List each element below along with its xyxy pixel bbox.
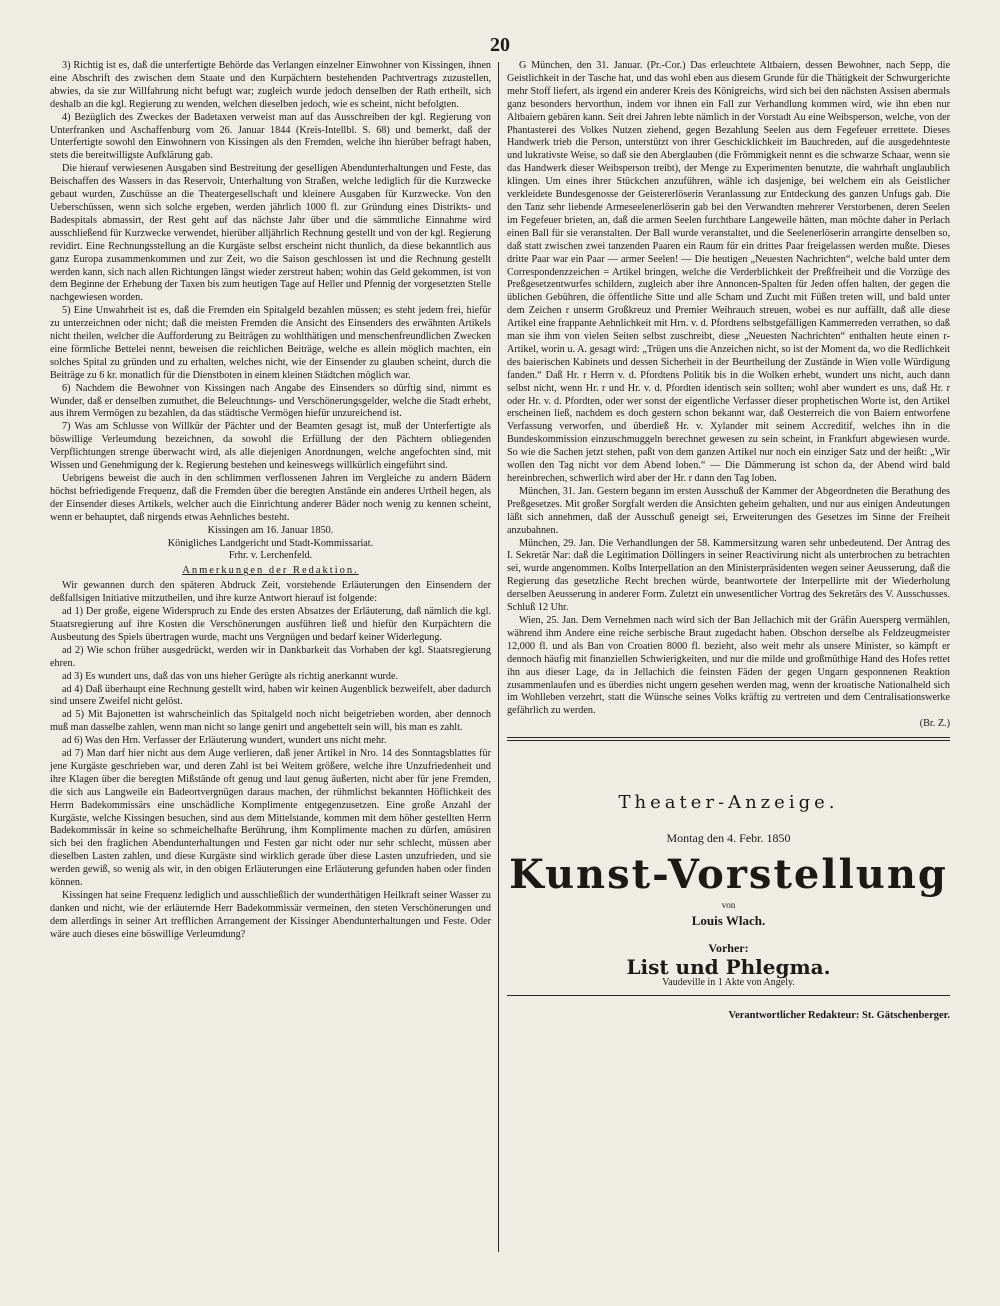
theater-play: List und Phlegma. <box>626 954 831 979</box>
theater-date: Montag den 4. Febr. 1850 <box>666 831 791 846</box>
paragraph: Uebrigens beweist die auch in den schlimmen verflossenen Jahren im Vergleiche zu andern Bädern höchst befriedigende Frequenz, daß die Fremden über die beregten Anstände ein anderes Urtheil hegen, als der Einsender dieses Artikels, welcher auch die Einrichtung anderer Bäder noch wenig zu kennen scheint, wenn er behauptet, daß nirgends etwas Aehnliches besteht. <box>50 473 491 523</box>
theater-vorher: Vorher: <box>708 940 749 955</box>
theater-headline: Kunst-Vorstellung <box>509 850 948 898</box>
theater-author: Louis Wlach. <box>691 912 766 928</box>
editor-paragraph: ad 3) Es wundert uns, daß das von uns hieher Gerügte als richtig anerkannt wurde. <box>62 670 399 682</box>
page-number: 20 <box>490 34 510 56</box>
editor-paragraph: ad 1) Der große, eigene Widerspruch zu Ende des ersten Absatzes der Erläuterung, daß nämlich die kgl. Staatsregierung auf ihre Kosten die Verschönerungen ausführen ließ und hiefür den Kurpächtern die Ausbeutung des Spiels übertragen wurde, macht uns Vergnügen und bedarf keiner Widerlegung. <box>50 606 491 643</box>
news-paragraph: G München, den 31. Januar. (Pr.-Cor.) Das erleuchtete Altbaiern, dessen Bewohner, nach Sepp, die Geistlichkeit in der Tasche hat, und das wohl eben aus diesem Grunde für die Thätigkeit der Schwurgerichte mehr Stoff liefert, als irgend ein anderer Kreis des Königreichs, wird sich bei den nächsten Assisen abermals ganz besonders hervorthun, indem vor ihnen ein Fall zur Verhandlung kommen wird, wie ihn eben nur Altbaiern gebären kann. Seit drei Jahren lebte nämlich in der Vorstadt Au eine Weibsperson, welche, von der Phantasterei des Volkes Nutzen ziehend, gegen Bezahlung Seelen aus dem Fegefeuer errettete. Dieses Handwerk trieb die Person, unterstützt von ihrer Geschicklichkeit im Bauchreden, auf die ausgedehnteste und lukrativste Weise, so daß sie den Aberglauben (die Frömmigkeit nennt es die schwarze Schaar, wenn sie das Handwerk dieser Weibsperson treibt), der Menge zu Experimenten benutzte, die wahrhaft unglaublich klingen. Um eines ihrer Stückchen anzuführen, wähle ich dasjenige, bei welchem ein als Geistlicher verkleidete Bundesgenosse der Geistererlöserin Veranlassung zur Entdeckung des ganzen Unfugs gab. Die den Tanz sehr liebende Armeseelenerlöserin gab bei den Verwandten mehrerer Verstorbenen, deren Seelen im Fegefeuer brieten, an, daß die armen Seelen furchtbare Langeweile hätten, man möchte daher in Perlach einen Ball für sie veranstalten. Der Ball wurde veranstaltet, und die Seelenerlöserin arrangirte denselben so, daß statt zwischen zwei tanzenden Paaren ein Raum für ein drittes Paar freigelassen werden mußte. Dieses dritte Paar war ein Paar — armer Seelen! — Die heutigen „Neuesten Nachrichten“, welche bald unter dem Correspondenzzeichen = Artikel bringen, welche die Verderblichkeit der Preßfreiheit und die Vorzüge des Preßgesetzentwurfes schildern, zugleich aber ihre Annoncen-Spalten für Jeden offen halten, der gegen die üblichen Gebühren, die öffentliche Sitte und alle Scham und Zucht mit Füßen treten will, und bald unter dem Zeichen r unserm Großkreuz und Premier Weihrauch streuen, wobei es nur auffällt, daß alle diese Artikel eine frappante Aehnlichkeit mit Hrn. v. d. Pfordtens selbstgefälligen Kammerreden verrathen, so daß man sie ihm von vielen Seiten selbst zuschreibt, diese „Neuesten Nachrichten“ enthalten heute einen r-Artikel, worin u. A. gesagt wird: „Trügen uns die Anzeichen nicht, so ist der Moment da, wo die Redlichkeit des baierischen Kabinets und dessen Sicherheit in der Beurtheilung der Zustände in Wien volle Würdigung fanden.“ Daß Hr. r Herrn v. d. Pfordtens Politik bis in die Wolken erhebt, wundert uns nicht, auch dann selbst nicht, wenn Hr. r und Hr. v. d. Pfordten identisch sein sollten; wohl aber wundert es uns, daß Hr. r oder Hr. v. d. Pfordten, oder wer sonst der eigentliche Verfasser dieser prophetischen Worte ist, den Artikel erscheinen ließ, nachdem es doch gestern schon bekannt war, daß Oesterreich die von Baiern entworfene Verfassung verworfen, und überdieß Hr. v. Xylander mit seinem Accreditif, welches ihn in die Bundeskommission einzuschmuggeln berechnet gewesen zu sein scheint, in Frankfurt abgewiesen wurde. So wie die Sachen jetzt stehen, paßt von dem ganzen Artikel nur noch ein einziger Satz und der heißt: „Wir wollen den Tag nicht vor dem Abend loben.“ — Die Dämmerung ist schon da, der Abend wird bald hereinbrechen, schwerlich wird aber der Hr. r dann den Tag loben. <box>507 60 950 484</box>
theater-title: Theater-Anzeige. <box>618 792 839 814</box>
source-tag: (Br. Z.) <box>919 718 950 730</box>
paragraph: 5) Eine Unwahrheit ist es, daß die Fremden ein Spitalgeld bezahlen müssen; es steht jedem frei, hiefür zu unterzeichnen oder nicht; daß die meisten Fremden die Ansicht des Einsenders des erwähnten Artikels nicht theilen, welcher die Aufforderung zu Beiträgen zu wohlthätigen und menschenfreundlichen Zwecken eine förmliche Bettelei nennt, beweisen die reichlichen Beiträge, welche es allein möglich machten, ein solches Spital zu gründen und zu erhalten, welches nicht, wie der Einsender zu glauben scheint, durch die Beiträge zu 6 kr. monatlich für die Dienstboten in einem kleinen Städtchen möglich war. <box>50 305 491 381</box>
theater-von: von <box>721 899 736 910</box>
left-column <box>50 60 491 942</box>
signature-name: Frhr. v. Lerchenfeld. <box>228 550 313 562</box>
news-paragraph: Wien, 25. Jan. Dem Vernehmen nach wird sich der Ban Jellachich mit der Gräfin Auersperg vermählen, während ihm Andere eine reiche serbische Braut zugedacht haben. Obschon derselbe als Feldzeugmeister 12,000 fl. und als Ban von Croatien 8000 fl. bezieht, also weit mehr als unsere Minister, so kämpft er dennoch häufig mit finanziellen Schwierigkeiten, und nur die milde und großmüthige Hand des Hofes rettet ihn aus dieser Lage, da in Jellachich die feinsten Fäden der gegen Ungarn gesponnenen Reaktion zusammenlaufen und es überdies nicht ungern gesehen werden mag, wenn der kroatische Nationalheld sich im Wohlleben verzehrt, statt die Wünsche seines Volks kräftig zu vertreten und dem Centralisationswerke gefährlich zu werden. <box>507 614 950 717</box>
theater-genre: Vaudeville in 1 Akte von Angely. <box>662 976 795 988</box>
section-divider <box>507 737 950 738</box>
editor-paragraph: Kissingen hat seine Frequenz lediglich und ausschließlich der wunderthätigen Heilkraft seiner Wasser zu danken und nicht, wie der erläuternde Herr Badekommissär vermeinen, den steten Verschönerungen und dem allerdings in seiner Art trefflichen Arrangement der Kissinger Abendunterhaltungen und Feste. Oder wäre auch dieses eine böswillige Verleumdung? <box>50 890 491 940</box>
responsible-editor: Verantwortlicher Redakteur: St. Gätschenberger. <box>728 1010 950 1022</box>
editor-paragraph: ad 6) Was den Hrn. Verfasser der Erläuterung wundert, wundert uns nicht mehr. <box>62 735 387 747</box>
paragraph: Die hierauf verwiesenen Ausgaben sind Bestreitung der geselligen Abendunterhaltungen und Feste, das Beischaffen des Wassers in das Reservoir, Unterhaltung von Straßen, welche lediglich für die Kurzwecke gebaut wurden, Zuschüsse an die Theatergesellschaft und kleinere Ausgaben für Kurzwecke. Von den Ueberschüssen, wenn sich solche ergeben, werden jährlich 1000 fl. zur Gründung eines Distrikts- und Badespitals abmassirt, der Rest geht auf das nächste Jahr über und die sämmtliche Einnahme wird ausschließend für Kurzwecke verwendet, hierüber alljährlich Rechnung gestellt und von der kgl. Regierung revidirt. Eine Rechnungsstellung an die Kurgäste selbst erscheint nicht thunlich, da diese bekanntlich aus ganz Europa zusammenkommen und zur Zeit, wo die Saison geschlossen ist und die Rechnung gestellt werden kann, sich nach allen Richtungen längst wieder zerstreut haben; wohin das Geld gekommen, ist von dem Beginne der Erhebung der Taxen bis zum heutigen Tage auf Heller und Pfennig der vorgesetzten Stelle nachgewiesen worden. <box>50 163 491 304</box>
signature-place-date: Kissingen am 16. Januar 1850. <box>207 524 334 536</box>
editor-paragraph: ad 4) Daß überhaupt eine Rechnung gestellt wird, haben wir keinen Augenblick bezweifelt, aber dadurch sind unsere Zweifel nicht gelöst. <box>50 683 491 708</box>
editor-paragraph: ad 5) Mit Bajonetten ist wahrscheinlich das Spitalgeld noch nicht beigetrieben worden, aber dennoch muß man dasselbe zahlen, wenn man nicht so lange genirt und angebettelt sein will, bis man es zahlt. <box>50 709 491 734</box>
editor-paragraph: Wir gewannen durch den späteren Abdruck Zeit, vorstehende Erläuterungen den Einsendern der deßfallsigen Initiative mitzutheilen, und ihre kurze Antwort hierauf ist folgende: <box>50 580 491 605</box>
column-divider <box>498 62 499 1252</box>
paragraph: 3) Richtig ist es, daß die unterfertigte Behörde das Verlangen einzelner Einwohner von Kissingen, ihnen eine Abschrift des zwischen dem Staate und den Kurpächtern bestehenden Pachtvertrags zuzustellen, abwies, da sie zur Willfahrung nicht befugt war; zugleich wurde jedoch denselben der Rath ertheilt, sich deshalb an die kgl. Regierung zu wenden, welchen dieselben jedoch, wie es scheint, nicht befolgten. <box>50 60 491 110</box>
signature-office: Königliches Landgericht und Stadt-Kommissariat. <box>167 537 374 549</box>
theater-announcement <box>507 792 950 989</box>
section-divider <box>507 740 950 741</box>
right-column <box>507 60 950 1023</box>
paragraph: 6) Nachdem die Bewohner von Kissingen nach Angabe des Einsenders so dürftig sind, nimmt es Wunder, daß er denselben zumuthet, die Beleuchtungs- und Verschönerungsgelder, welche die Stadt erhebt, aus ihrem Vermögen zu bezahlen, da das städtische Vermögen hiefür unzureichend ist. <box>50 382 491 420</box>
news-paragraph: München, 31. Jan. Gestern begann im ersten Ausschuß der Kammer der Abgeordneten die Berathung des Preßgesetzes. Mit großer Sorgfalt werden die Ansichten geheim gehalten, und nur aus einigen Andeutungen läßt sich annehmen, daß der Ausschuß geneigt sei, Erweiterungen des Gesetzes im Sinne der Freiheit anzubahnen. <box>507 485 950 536</box>
footer-divider <box>507 995 950 996</box>
editor-paragraph: ad 2) Wie schon früher ausgedrückt, werden wir in Dankbarkeit das Vorhaben der kgl. Staatsregierung ehren. <box>50 644 491 669</box>
paragraph: 7) Was am Schlusse von Willkür der Pächter und der Beamten gesagt ist, muß der Unterfertigte als böswillige Verleumdung bezeichnen, da sowohl die Erfüllung der den Pächtern obliegenden Verpflichtungen strenge überwacht wird, als alle diejenigen Anordnungen, welche angefochten sind, mit Wissen und Genehmigung der k. Regierung bestehen und keineswegs willkürlich eingeführt sind. <box>50 421 491 472</box>
news-paragraph: München, 29. Jan. Die Verhandlungen der 58. Kammersitzung waren sehr unbedeutend. Der Antrag des I. Sekretär Nar: daß die Legitimation Döllingers in seiner Reactivirung nicht als unterbrochen zu betrachten sei, wurde angenommen. Kolbs Interpellation an den Ministerpräsidenten wegen seiner Aeusserung, daß die Regierung das gesetzliche Recht brechen würde, beantwortete der Interpellirte mit der Wiederholung derselben Aeusserung in anderer Form. Zuletzt ein unwesentlicher Vortrag des Sekretärs des V. Ausschusses. Schluß 12 Uhr. <box>507 537 950 614</box>
editor-heading: Anmerkungen der Redaktion. <box>182 565 359 577</box>
editor-paragraph: ad 7) Man darf hier nicht aus dem Auge verlieren, daß jener Artikel in Nro. 14 des Sonntagsblattes für jene Kurgäste geschrieben war, und deren Zahl ist bei Weitem größere, welche ihre Unzufriedenheit und ihre Klagen über die beregten Mißstände oft genug und laut genug äußerten, nicht aber für jene Fremden, die sich aus Langweile ein Badeortvergnügen daraus machen, der rühmlichst bekannten Höflichkeit des Herrn Badekommissärs eine unschädliche Komplimente entgegenzusetzen. Eine große Anzahl der Kurgäste, welche Kissingen besuchen, sind aus dem Mittelstande, kommen mit dem höher gestellten Herrn Badekommissär in keine so schmeichelhafte Berührung, ihm Komplimente machen zu dürfen, amüsiren sich bei den fraglichen Abendunterhaltungen und Festen gar nicht oder nur sehr schlecht, müssen aber dieselben Lasten zahlen, und diese Kurgäste sind wirklich gerade über diese Lasten unzufrieden, und sie werden gewiß, so wenig als wir, in den obigen Erläuterungen eine Erläuterung gefunden haben oder finden können. <box>50 748 491 889</box>
paragraph: 4) Bezüglich des Zweckes der Badetaxen verweist man auf das Ausschreiben der kgl. Regierung von Unterfranken und Aschaffenburg vom 26. Januar 1844 (Kreis-Intellbl. S. 68) und bemerkt, daß der Unterfertigte sowohl den Einwohnern von Kissingen als den Fremden, welche ihn hierüber befragt haben, stets die bereitwilligste Aufklärung gab. <box>50 111 491 162</box>
